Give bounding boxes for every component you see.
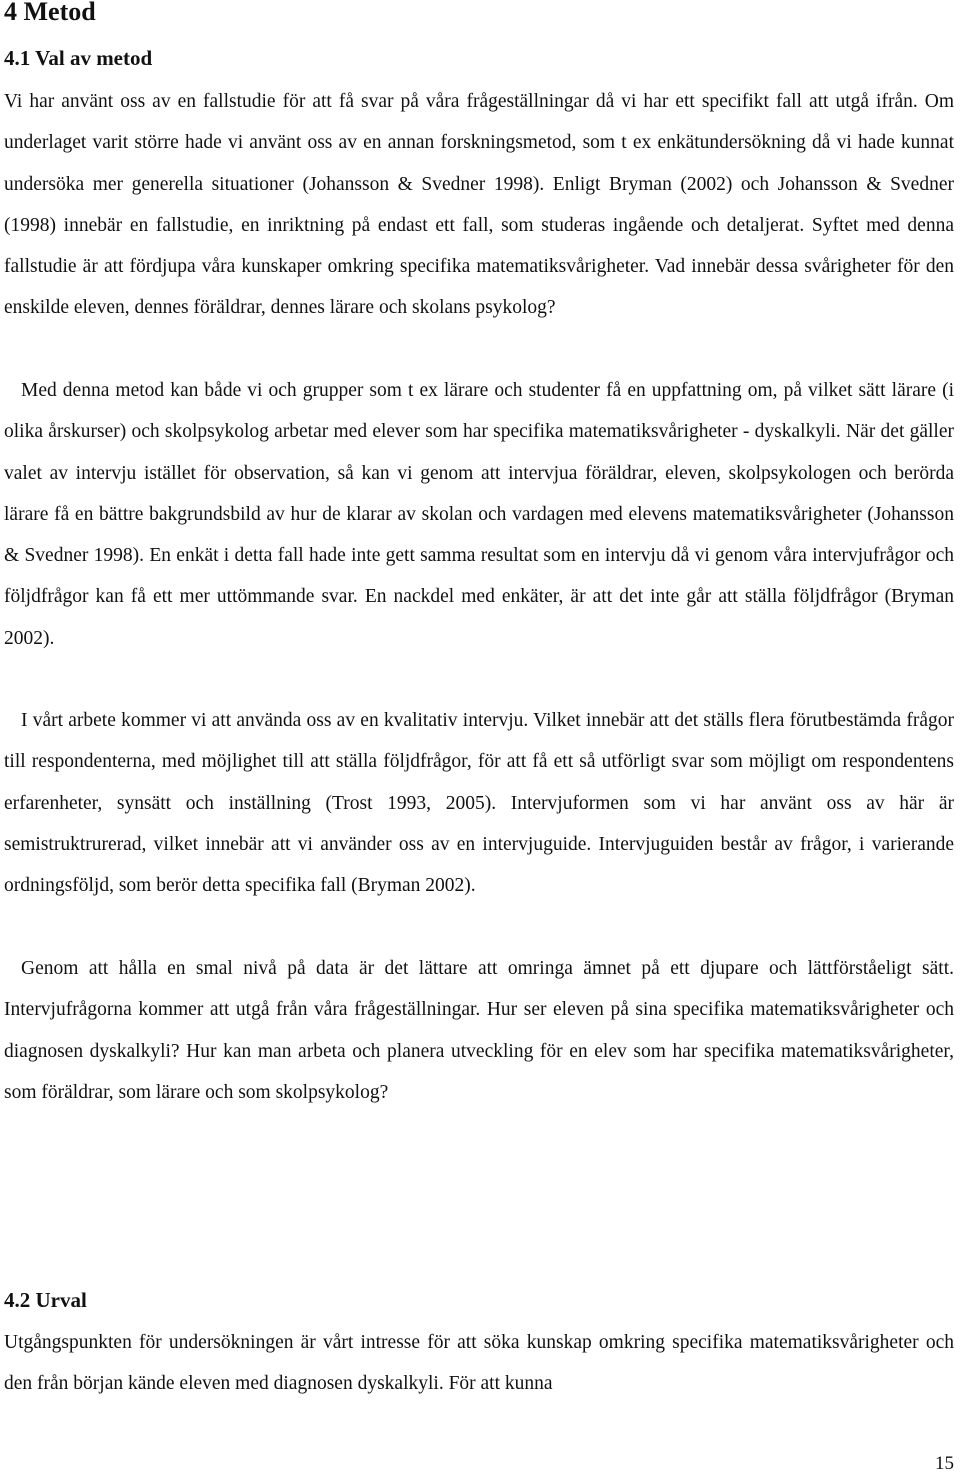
paragraph-5: Utgångspunkten för undersökningen är vårt intresse för att söka kunskap omkring specifika matematiksvårigheter och den från början kände eleven med diagnosen dyskalkyli. För att kunna	[4, 1332, 954, 1395]
paragraph-3: I vårt arbete kommer vi att använda oss av en kvalitativ intervju. Vilket innebär att det ställs flera förutbestämda frågor till respondenterna, med möjlighet till att ställa följdfrågor, för att få ett så utförligt svar som möjligt om respondentens erfarenheter, synsätt och inställning (Trost 1993, 2005). Intervjuformen som vi har använt oss av här är semistruktrurerad, vilket innebär att vi använder oss av en intervjuguide. Intervjuguiden består av frågor, i varierande ordningsföljd, som berör detta specifika fall (Bryman 2002).	[4, 710, 954, 897]
chapter-heading: 4 Metod	[4, 0, 96, 26]
section-heading-4-2: 4.2 Urval	[4, 1288, 87, 1312]
paragraph-4: Genom att hålla en smal nivå på data är det lättare att omringa ämnet på ett djupare och lättförståeligt sätt. Intervjufrågorna kommer att utgå från våra frågeställningar. Hur ser eleven på sina specifika matematiksvårigheter och diagnosen dyskalkyli? Hur kan man arbeta och planera utveckling för en elev som har specifika matematiksvårigheter, som föräldrar, som lärare och som skolpsykolog?	[4, 958, 954, 1103]
page-number: 15	[935, 1453, 954, 1474]
section-heading-4-1: 4.1 Val av metod	[4, 46, 153, 70]
paragraph-2: Med denna metod kan både vi och grupper som t ex lärare och studenter få en uppfattning om, på vilket sätt lärare (i olika årskurser) och skolpsykolog arbetar med elever som har specifika matematiksvårigheter - dyskalkyli. När det gäller valet av intervju istället för observation, så kan vi genom att intervjua föräldrar, eleven, skolpsykologen och berörda lärare få en bättre bakgrundsbild av hur de klarar av skolan och vardagen med elevens matematiksvårigheter (Johansson & Svedner 1998). En enkät i detta fall hade inte gett samma resultat som en intervju då vi genom våra intervjufrågor och följdfrågor kan få ett mer uttömmande svar. En nackdel med enkäter, är att det inte går att ställa följdfrågor (Bryman 2002).	[4, 380, 954, 649]
paragraph-1: Vi har använt oss av en fallstudie för att få svar på våra frågeställningar då vi har ett specifikt fall att utgå ifrån. Om underlaget varit större hade vi använt oss av en annan forskningsmetod, som t ex enkätundersökning då vi hade kunnat undersöka mer generella situationer (Johansson & Svedner 1998). Enligt Bryman (2002) och Johansson & Svedner (1998) innebär en fallstudie, en inriktning på endast ett fall, som studeras ingående och detaljerat. Syftet med denna fallstudie är att fördjupa våra kunskaper omkring specifika matematiksvårigheter. Vad innebär dessa svårigheter för den enskilde eleven, dennes föräldrar, dennes lärare och skolans psykolog?	[4, 91, 954, 319]
